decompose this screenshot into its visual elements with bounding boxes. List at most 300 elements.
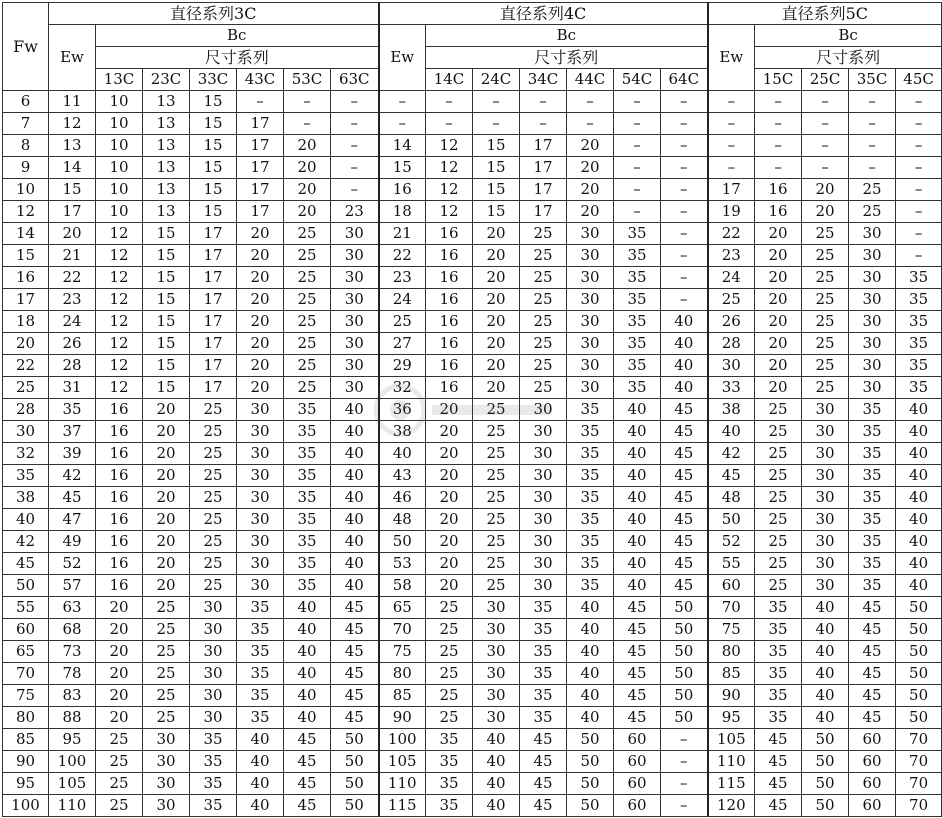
table-cell: 20 <box>96 707 143 729</box>
table-cell: 25 <box>473 509 520 531</box>
table-cell: 20 <box>143 509 190 531</box>
table-cell: – <box>849 157 896 179</box>
table-cell: 29 <box>379 355 426 377</box>
table-cell: 20 <box>143 487 190 509</box>
table-cell: 20 <box>143 553 190 575</box>
table-cell: – <box>896 223 942 245</box>
table-cell: 30 <box>567 311 614 333</box>
table-cell: 30 <box>802 443 849 465</box>
table-cell: 12 <box>96 355 143 377</box>
table-cell: 12 <box>426 201 473 223</box>
col-header-53c: 53C <box>284 69 331 91</box>
table-cell: 35 <box>237 685 284 707</box>
table-cell: 23 <box>708 245 755 267</box>
table-cell: 30 <box>143 751 190 773</box>
table-cell: 17 <box>520 201 567 223</box>
dim-series-5c: 尺寸系列 <box>755 47 942 69</box>
table-cell: 30 <box>331 223 379 245</box>
table-cell: 35 <box>849 487 896 509</box>
table-cell: 30 <box>331 355 379 377</box>
table-cell: 40 <box>896 553 942 575</box>
table-cell: 25 <box>755 509 802 531</box>
table-cell: 15 <box>3 245 49 267</box>
table-cell: 35 <box>284 553 331 575</box>
table-cell: 25 <box>520 311 567 333</box>
table-cell: 16 <box>96 509 143 531</box>
table-cell: 30 <box>331 267 379 289</box>
table-cell: 40 <box>284 619 331 641</box>
table-cell: 40 <box>708 421 755 443</box>
table-cell: 35 <box>849 509 896 531</box>
table-cell: 30 <box>473 707 520 729</box>
table-row <box>3 267 942 289</box>
table-cell: 30 <box>143 729 190 751</box>
table-cell: 40 <box>614 443 661 465</box>
table-row <box>3 443 942 465</box>
table-cell: 50 <box>331 773 379 795</box>
table-cell: 15 <box>49 179 96 201</box>
table-cell: 25 <box>190 553 237 575</box>
table-cell: 45 <box>614 597 661 619</box>
table-cell: 25 <box>849 179 896 201</box>
table-cell: 25 <box>190 443 237 465</box>
col-header-13c: 13C <box>96 69 143 91</box>
dimension-table <box>2 2 942 817</box>
table-cell: 60 <box>614 729 661 751</box>
table-cell: 30 <box>802 465 849 487</box>
table-cell: 45 <box>284 795 331 817</box>
table-cell: 45 <box>755 729 802 751</box>
table-cell: 30 <box>190 597 237 619</box>
table-cell: 20 <box>755 377 802 399</box>
table-cell: 25 <box>708 289 755 311</box>
table-cell: 20 <box>755 223 802 245</box>
table-cell: 20 <box>96 597 143 619</box>
table-cell: 20 <box>96 619 143 641</box>
table-cell: 15 <box>190 157 237 179</box>
table-cell: 17 <box>237 179 284 201</box>
table-cell: 25 <box>143 707 190 729</box>
table-cell: 20 <box>237 311 284 333</box>
table-cell: 16 <box>96 575 143 597</box>
table-cell: 16 <box>426 377 473 399</box>
table-cell: 30 <box>237 443 284 465</box>
table-cell: – <box>614 91 661 113</box>
table-cell: 40 <box>331 443 379 465</box>
table-cell: 25 <box>143 663 190 685</box>
table-cell: 73 <box>49 641 96 663</box>
table-cell: 83 <box>49 685 96 707</box>
table-cell: 45 <box>661 509 708 531</box>
table-cell: 50 <box>567 795 614 817</box>
table-row <box>3 289 942 311</box>
table-row <box>3 179 942 201</box>
table-cell: 35 <box>614 289 661 311</box>
table-cell: 45 <box>520 773 567 795</box>
table-cell: 60 <box>849 729 896 751</box>
table-cell: 45 <box>614 641 661 663</box>
table-cell: 35 <box>567 575 614 597</box>
table-cell: 20 <box>755 245 802 267</box>
table-cell: 20 <box>143 531 190 553</box>
table-cell: 30 <box>520 553 567 575</box>
table-cell: 25 <box>143 685 190 707</box>
table-cell: 14 <box>49 157 96 179</box>
table-cell: 40 <box>614 465 661 487</box>
table-cell: 25 <box>473 465 520 487</box>
table-cell: 25 <box>473 531 520 553</box>
table-cell: – <box>849 135 896 157</box>
table-cell: 17 <box>520 157 567 179</box>
table-cell: 15 <box>473 179 520 201</box>
table-cell: 15 <box>143 267 190 289</box>
table-cell: 80 <box>379 663 426 685</box>
table-cell: 45 <box>661 531 708 553</box>
table-cell: 30 <box>520 509 567 531</box>
table-cell: 40 <box>614 487 661 509</box>
table-cell: 35 <box>237 641 284 663</box>
table-cell: 25 <box>284 311 331 333</box>
table-cell: 25 <box>190 487 237 509</box>
table-cell: 35 <box>755 597 802 619</box>
table-row <box>3 597 942 619</box>
table-cell: 50 <box>567 751 614 773</box>
table-cell: 15 <box>143 333 190 355</box>
table-cell: – <box>802 91 849 113</box>
table-cell: 35 <box>567 443 614 465</box>
table-cell: 40 <box>614 421 661 443</box>
table-cell: 25 <box>284 245 331 267</box>
table-cell: 40 <box>896 487 942 509</box>
table-cell: 40 <box>331 421 379 443</box>
table-cell: 16 <box>755 179 802 201</box>
table-cell: 13 <box>143 201 190 223</box>
table-cell: 40 <box>802 619 849 641</box>
table-cell: 110 <box>379 773 426 795</box>
table-row <box>3 487 942 509</box>
table-cell: 48 <box>708 487 755 509</box>
group-title-4c: 直径系列4C <box>379 3 708 25</box>
table-cell: 40 <box>567 597 614 619</box>
table-cell: 45 <box>284 729 331 751</box>
table-cell: 20 <box>755 311 802 333</box>
table-cell: 35 <box>567 465 614 487</box>
table-cell: 60 <box>3 619 49 641</box>
table-cell: 45 <box>614 619 661 641</box>
table-cell: 30 <box>331 311 379 333</box>
table-cell: – <box>331 179 379 201</box>
table-cell: 12 <box>96 311 143 333</box>
table-cell: 10 <box>96 179 143 201</box>
table-cell: 90 <box>708 685 755 707</box>
table-cell: 105 <box>379 751 426 773</box>
table-cell: 60 <box>849 773 896 795</box>
dim-series-3c: 尺寸系列 <box>96 47 379 69</box>
table-cell: 25 <box>755 575 802 597</box>
table-cell: 70 <box>896 773 942 795</box>
table-cell: 25 <box>96 729 143 751</box>
col-header-15c: 15C <box>755 69 802 91</box>
table-cell: 46 <box>379 487 426 509</box>
table-cell: 45 <box>331 597 379 619</box>
table-cell: 24 <box>379 289 426 311</box>
table-cell: – <box>614 157 661 179</box>
table-cell: 40 <box>614 553 661 575</box>
table-cell: 40 <box>896 421 942 443</box>
table-cell: 23 <box>331 201 379 223</box>
table-cell: 30 <box>237 575 284 597</box>
table-cell: 30 <box>237 509 284 531</box>
ew-header-3c: Ew <box>49 25 96 91</box>
table-cell: 50 <box>802 773 849 795</box>
table-cell: 30 <box>473 619 520 641</box>
table-cell: 25 <box>755 487 802 509</box>
table-cell: 45 <box>331 685 379 707</box>
table-cell: 50 <box>896 685 942 707</box>
table-cell: 17 <box>237 157 284 179</box>
table-cell: 6 <box>3 91 49 113</box>
table-cell: 19 <box>708 201 755 223</box>
table-cell: 20 <box>426 553 473 575</box>
table-cell: 35 <box>614 223 661 245</box>
table-cell: 30 <box>708 355 755 377</box>
table-cell: 12 <box>96 333 143 355</box>
fw-header: Fw <box>3 3 49 91</box>
table-cell: 50 <box>896 641 942 663</box>
table-cell: 45 <box>331 619 379 641</box>
table-cell: 20 <box>426 443 473 465</box>
table-cell: 20 <box>284 179 331 201</box>
table-cell: 16 <box>755 201 802 223</box>
table-cell: 25 <box>473 443 520 465</box>
table-cell: 30 <box>473 641 520 663</box>
table-cell: 58 <box>379 575 426 597</box>
table-cell: 8 <box>3 135 49 157</box>
table-cell: 17 <box>190 333 237 355</box>
table-cell: 35 <box>284 443 331 465</box>
table-cell: 35 <box>755 685 802 707</box>
table-cell: 30 <box>520 487 567 509</box>
table-cell: 22 <box>3 355 49 377</box>
table-cell: 20 <box>426 487 473 509</box>
table-cell: 22 <box>379 245 426 267</box>
table-cell: – <box>661 135 708 157</box>
table-cell: 20 <box>473 311 520 333</box>
table-cell: 20 <box>473 289 520 311</box>
table-cell: 30 <box>143 795 190 817</box>
table-cell: 35 <box>849 531 896 553</box>
table-cell: 40 <box>284 685 331 707</box>
table-cell: 52 <box>49 553 96 575</box>
table-cell: 35 <box>520 707 567 729</box>
table-cell: 30 <box>802 553 849 575</box>
table-cell: 30 <box>190 619 237 641</box>
table-cell: – <box>708 91 755 113</box>
table-cell: 25 <box>190 531 237 553</box>
table-cell: 45 <box>331 663 379 685</box>
table-cell: 40 <box>237 795 284 817</box>
table-cell: 21 <box>49 245 96 267</box>
table-cell: 20 <box>473 355 520 377</box>
table-cell: 25 <box>520 245 567 267</box>
table-cell: 33 <box>708 377 755 399</box>
table-cell: 70 <box>896 795 942 817</box>
table-cell: 16 <box>96 531 143 553</box>
table-cell: 40 <box>802 641 849 663</box>
table-cell: 105 <box>708 729 755 751</box>
table-cell: 30 <box>237 487 284 509</box>
table-cell: 18 <box>3 311 49 333</box>
table-cell: 40 <box>896 509 942 531</box>
table-row <box>3 619 942 641</box>
table-cell: 30 <box>567 223 614 245</box>
table-cell: 17 <box>190 355 237 377</box>
table-cell: 95 <box>708 707 755 729</box>
table-cell: 30 <box>190 685 237 707</box>
table-cell: 47 <box>49 509 96 531</box>
table-cell: 12 <box>96 377 143 399</box>
table-cell: 12 <box>96 289 143 311</box>
table-cell: 42 <box>708 443 755 465</box>
table-cell: 45 <box>755 751 802 773</box>
table-cell: 30 <box>3 421 49 443</box>
table-cell: 30 <box>802 575 849 597</box>
table-cell: 25 <box>143 619 190 641</box>
table-cell: 85 <box>708 663 755 685</box>
table-cell: 25 <box>473 487 520 509</box>
table-cell: 12 <box>96 267 143 289</box>
table-cell: 60 <box>849 751 896 773</box>
table-cell: 50 <box>331 729 379 751</box>
table-cell: 45 <box>661 575 708 597</box>
table-cell: 16 <box>426 245 473 267</box>
table-row <box>3 399 942 421</box>
table-cell: 15 <box>190 179 237 201</box>
table-cell: 20 <box>567 179 614 201</box>
table-cell: 40 <box>802 663 849 685</box>
table-cell: 20 <box>567 157 614 179</box>
table-cell: 25 <box>426 619 473 641</box>
table-cell: 30 <box>237 531 284 553</box>
col-header-43c: 43C <box>237 69 284 91</box>
table-cell: 45 <box>661 553 708 575</box>
table-cell: 30 <box>849 223 896 245</box>
table-cell: 30 <box>849 377 896 399</box>
table-cell: – <box>473 91 520 113</box>
table-cell: – <box>661 113 708 135</box>
table-cell: 25 <box>473 399 520 421</box>
table-cell: 20 <box>284 157 331 179</box>
table-cell: 20 <box>96 663 143 685</box>
table-cell: 16 <box>96 399 143 421</box>
table-cell: 25 <box>3 377 49 399</box>
table-cell: 13 <box>143 135 190 157</box>
table-cell: – <box>661 223 708 245</box>
table-cell: 70 <box>896 729 942 751</box>
table-cell: 40 <box>284 597 331 619</box>
table-cell: 45 <box>614 685 661 707</box>
table-cell: 17 <box>708 179 755 201</box>
table-cell: – <box>237 91 284 113</box>
table-cell: 30 <box>849 355 896 377</box>
table-cell: 100 <box>379 729 426 751</box>
table-cell: 15 <box>143 223 190 245</box>
table-cell: 35 <box>284 509 331 531</box>
table-cell: 28 <box>3 399 49 421</box>
table-cell: 13 <box>143 179 190 201</box>
table-cell: 30 <box>520 531 567 553</box>
table-cell: 20 <box>802 179 849 201</box>
table-cell: 48 <box>379 509 426 531</box>
table-cell: 15 <box>143 289 190 311</box>
table-cell: 15 <box>143 311 190 333</box>
table-cell: 40 <box>237 751 284 773</box>
table-cell: 38 <box>3 487 49 509</box>
table-cell: 30 <box>567 377 614 399</box>
table-cell: 14 <box>3 223 49 245</box>
table-cell: 25 <box>143 641 190 663</box>
table-cell: 70 <box>379 619 426 641</box>
table-cell: 40 <box>331 487 379 509</box>
table-cell: 20 <box>237 377 284 399</box>
table-cell: 17 <box>190 245 237 267</box>
table-cell: 75 <box>708 619 755 641</box>
table-cell: 15 <box>473 135 520 157</box>
table-cell: 25 <box>520 377 567 399</box>
table-cell: 20 <box>49 223 96 245</box>
table-row <box>3 157 942 179</box>
table-cell: – <box>567 91 614 113</box>
table-cell: 25 <box>379 311 426 333</box>
table-cell: 30 <box>190 707 237 729</box>
table-cell: 13 <box>143 157 190 179</box>
table-cell: 20 <box>426 421 473 443</box>
table-cell: 120 <box>708 795 755 817</box>
table-cell: – <box>896 113 942 135</box>
table-cell: 30 <box>143 773 190 795</box>
col-header-25c: 25C <box>802 69 849 91</box>
table-cell: 35 <box>849 443 896 465</box>
table-cell: 30 <box>520 465 567 487</box>
table-cell: – <box>331 91 379 113</box>
table-cell: 20 <box>96 685 143 707</box>
table-cell: 25 <box>755 421 802 443</box>
table-cell: 35 <box>614 355 661 377</box>
table-cell: 40 <box>614 575 661 597</box>
table-cell: 25 <box>802 311 849 333</box>
table-cell: 45 <box>520 751 567 773</box>
table-cell: 110 <box>49 795 96 817</box>
table-cell: 30 <box>520 575 567 597</box>
table-cell: 16 <box>3 267 49 289</box>
table-cell: 35 <box>426 795 473 817</box>
table-row <box>3 113 942 135</box>
table-cell: 35 <box>567 487 614 509</box>
table-row <box>3 729 942 751</box>
table-cell: 12 <box>3 201 49 223</box>
table-cell: 30 <box>473 663 520 685</box>
table-cell: 17 <box>190 289 237 311</box>
table-cell: 35 <box>896 377 942 399</box>
table-cell: 35 <box>284 465 331 487</box>
table-cell: 30 <box>331 333 379 355</box>
table-cell: 30 <box>849 333 896 355</box>
table-cell: 30 <box>237 421 284 443</box>
table-cell: – <box>614 201 661 223</box>
table-cell: 50 <box>661 663 708 685</box>
table-cell: – <box>520 91 567 113</box>
table-cell: – <box>661 201 708 223</box>
